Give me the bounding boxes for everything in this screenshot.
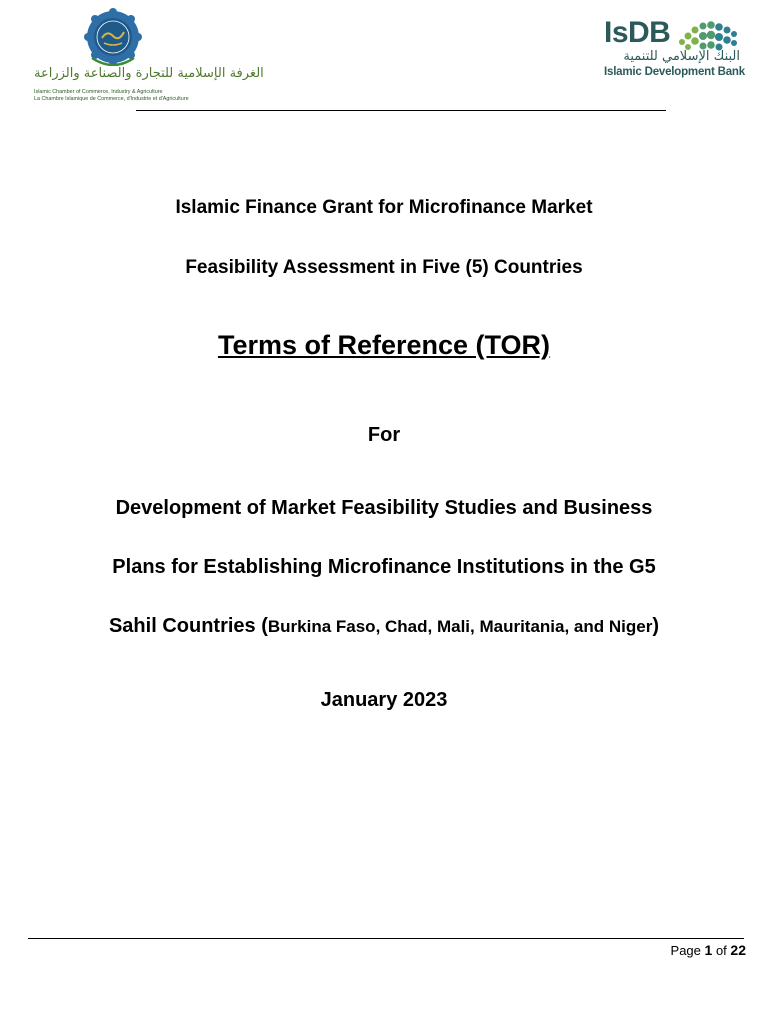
header-divider [136,110,666,111]
description-line-2: Plans for Establishing Microfinance Institutions in the G5 [112,556,656,578]
description-line-3 [0,615,768,638]
isdb-arabic-name: البنك الإسلامي للتنمية [623,49,740,64]
isdb-globe-icon [676,20,740,52]
country-list: Burkina Faso, Chad, Mali, Mauritania, and Niger [267,617,653,636]
document-title: Terms of Reference (TOR) [217,330,551,360]
for-label: For [367,424,401,446]
subtitle-line-2: Feasibility Assessment in Five (5) Countries [185,257,583,278]
subtitle-line-1: Islamic Finance Grant for Microfinance Market [175,197,593,218]
total-pages: 22 [730,942,746,958]
current-page: 1 [704,942,713,958]
document-date: January 2023 [320,689,448,711]
footer-divider [28,938,744,939]
description-line-3-close: ) [652,615,660,637]
iccia-arabic-name: الغرفة الإسلامية للتجارة والصناعة والزراعة [34,66,264,81]
isdb-english-name: Islamic Development Bank [604,66,745,78]
iccia-seal-icon [78,8,148,66]
iccia-logo [30,6,264,106]
isdb-wordmark: IsDB [604,16,671,49]
of-word: of [715,943,727,958]
isdb-logo [600,16,745,82]
iccia-english-name: Islamic Chamber of Commerce, Industry & Agriculture [34,89,163,95]
iccia-french-name: La Chambre Islamique de Commerce, d'Industrie et d'Agriculture [34,96,189,102]
page-word: Page [670,943,701,958]
page-number [671,942,746,958]
description-line-1: Development of Market Feasibility Studies and Business [115,497,653,519]
description-line-3-main: Sahil Countries ( [108,615,268,637]
